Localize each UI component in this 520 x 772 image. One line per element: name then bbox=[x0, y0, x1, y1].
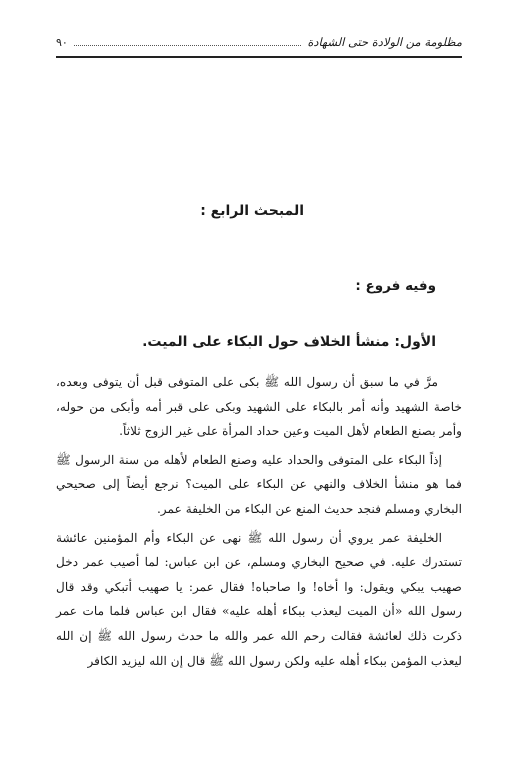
page-number: ٩٠ bbox=[56, 35, 68, 49]
header-rule bbox=[56, 56, 462, 58]
subsection-heading: وفيه فروع : bbox=[355, 278, 436, 294]
branch-heading: الأول: منشأ الخلاف حول البكاء على الميت. bbox=[142, 334, 436, 350]
body-text bbox=[56, 370, 462, 677]
section-heading: المبحث الرابع : bbox=[200, 203, 304, 219]
running-header bbox=[56, 34, 462, 50]
paragraph-3: الخليفة عمر يروي أن رسول الله ﷺ نهى عن البكاء وأم المؤمنين عائشة تستدرك عليه. في صحيح البخاري ومسلم، عن ابن عباس: لما أصيب عمر دخل صهيب يبكي ويقول: وا أخاه! وا صاحباه! فقال عمر: يا صهيب أتبكي وقد قال رسول الله «أن الميت ليعذب ببكاء أهله عليه» فقال ابن عباس فلما مات عمر ذكرت ذلك لعائشة فقالت رحم الله عمر والله ما حدث رسول الله ﷺ إن الله ليعذب المؤمن ببكاء أهله عليه ولكن رسول الله ﷺ قال إن الله ليزيد الكافر bbox=[56, 530, 462, 668]
book-title: مظلومة من الولادة حتى الشهادة bbox=[307, 35, 462, 49]
header-dot-leader bbox=[74, 45, 302, 46]
paragraph-1: مرَّ في ما سبق أن رسول الله ﷺ بكى على المتوفى قبل أن يتوفى وبعده، خاصة الشهيد وأنه أمر بالبكاء على الشهيد وبكى على قبر أمه وأبكى من حوله، وأمر بصنع الطعام لأهل الميت وعين حداد المرأة على غير الزوج ثلاثاً. bbox=[56, 375, 462, 439]
paragraph-2: إذاً البكاء على المتوفى والحداد عليه وصنع الطعام لأهله من سنة الرسول ﷺ فما هو منشأ الخلاف والنهي عن البكاء على الميت؟ نرجع أيضاً إلى صحيحي البخاري ومسلم فنجد حديث المنع عن البكاء من الخليفة عمر. bbox=[56, 452, 462, 516]
